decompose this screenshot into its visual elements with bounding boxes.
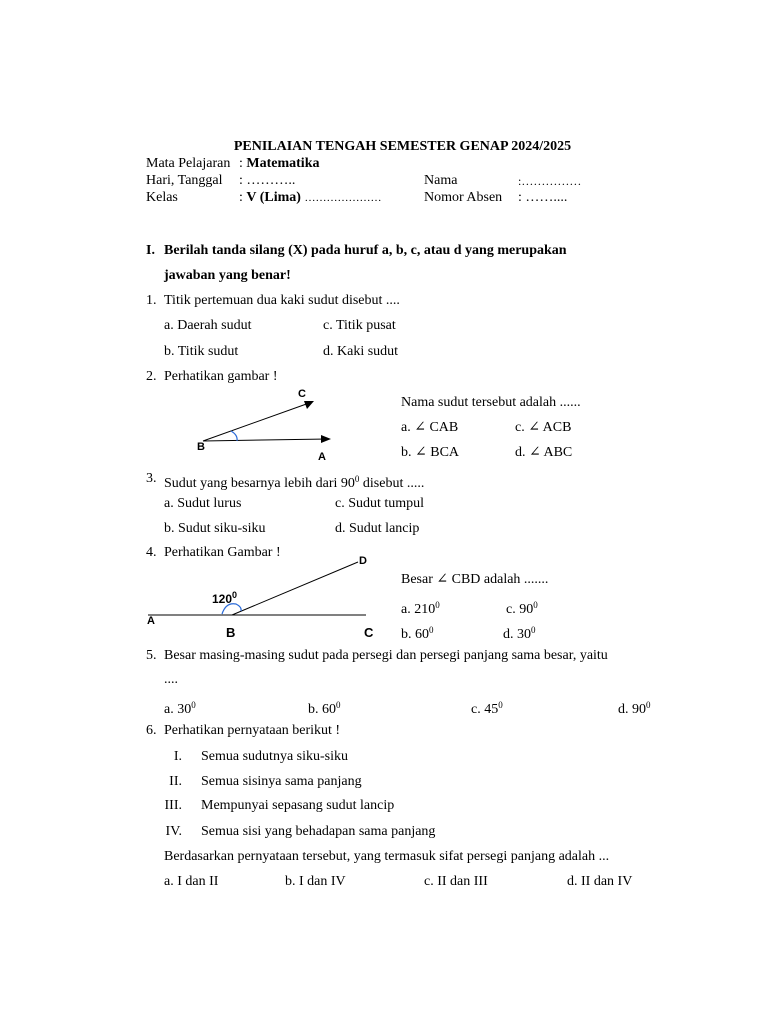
q6-text: Perhatikan pernyataan berikut ! [164,723,341,738]
q6-statement-roman: IV. [165,824,182,839]
q6-option-a[interactable]: a. I dan II [164,874,219,889]
q3-number: 3. [146,471,157,486]
q3-text: Sudut yang besarnya lebih dari $90^0$ disebut ..... [164,474,425,491]
q2-label-a: A [318,451,326,463]
q1-option-a[interactable]: a. Daerah sudut [164,318,252,333]
q5-option-c[interactable]: c. $45^0$ [471,700,503,717]
class-dots: ………………… [304,192,382,204]
section-number: I. [146,243,155,258]
q5-text: Besar masing-masing sudut pada persegi dan persegi panjang sama besar, yaitu [164,648,608,663]
q6-question: Berdasarkan pernyataan tersebut, yang termasuk sifat persegi panjang adalah ... [164,849,610,864]
q2-question: Nama sudut tersebut adalah ...... [401,395,581,410]
q4-angle-label: $120^0$ [212,590,238,606]
absence-number-label: Nomor Absen [424,190,503,205]
date-field[interactable]: : ……….. [239,173,296,188]
class-field: : V (Lima) ………………… [239,190,382,205]
q6-statement-roman: III. [164,798,182,813]
q5-option-a[interactable]: a. $30^0$ [164,700,196,717]
q6-option-c[interactable]: c. II dan III [424,874,488,889]
q4-label-d: D [359,555,367,567]
q4-question: Besar ∠ CBD adalah ....... [401,572,549,587]
class-label: Kelas [146,190,178,205]
q5-option-b[interactable]: b. $60^0$ [308,700,341,717]
name-field[interactable]: :…………… [518,174,582,188]
q3-option-a[interactable]: a. Sudut lurus [164,496,242,511]
q6-statement-roman: II. [169,774,182,789]
name-label: Nama [424,173,458,188]
q5-text-continued: .... [164,672,178,687]
q2-option-c[interactable]: c. ∠ ACB [515,420,572,435]
class-value: V (Lima) [246,190,301,205]
q4-option-a[interactable]: a. $210^0$ [401,600,440,617]
q6-number: 6. [146,723,157,738]
q1-text: Titik pertemuan dua kaki sudut disebut .... [164,293,400,308]
q1-number: 1. [146,293,157,308]
page-title: PENILAIAN TENGAH SEMESTER GENAP 2024/2025 [233,139,572,154]
section-instruction-line2: jawaban yang benar! [164,268,291,283]
q6-statement-text: Semua sisi yang behadapan sama panjang [201,824,436,839]
q1-option-c[interactable]: c. Titik pusat [323,318,396,333]
q2-option-d[interactable]: d. ∠ ABC [515,445,573,460]
q4-number: 4. [146,545,157,560]
q4-label-c: C [364,625,374,640]
absence-number-field[interactable]: : …….... [518,190,568,205]
q1-option-d[interactable]: d. Kaki sudut [323,344,399,359]
q2-option-b[interactable]: b. ∠ BCA [401,445,460,460]
q2-label-c: C [298,388,306,400]
q5-number: 5. [146,648,157,663]
q2-text: Perhatikan gambar ! [164,369,278,384]
q4-option-d[interactable]: d. $30^0$ [503,625,536,642]
subject-separator: : Matematika [239,156,320,171]
q6-option-d[interactable]: d. II dan IV [567,874,633,889]
q6-statement-text: Semua sisinya sama panjang [201,774,362,789]
q2-number: 2. [146,369,157,384]
section-instruction-line1: Berilah tanda silang (X) pada huruf a, b, c, atau d yang merupakan [164,243,567,258]
q6-statement-text: Semua sudutnya siku-siku [201,749,348,764]
q2-label-b: B [197,441,205,453]
q4-text: Perhatikan Gambar ! [164,545,281,560]
q3-option-b[interactable]: b. Sudut siku-siku [164,521,266,536]
q3-option-c[interactable]: c. Sudut tumpul [335,496,425,511]
q6-option-b[interactable]: b. I dan IV [285,874,346,889]
subject-label: Mata Pelajaran [146,156,231,171]
q4-label-a: A [147,615,155,627]
q6-statement-roman: I. [173,749,182,764]
date-label: Hari, Tanggal [146,173,223,188]
q4-label-b: B [226,625,236,640]
q1-option-b[interactable]: b. Titik sudut [164,344,239,359]
q3-option-d[interactable]: d. Sudut lancip [335,521,420,536]
q5-option-d[interactable]: d. $90^0$ [618,700,651,717]
q4-option-b[interactable]: b. $60^0$ [401,625,434,642]
q6-statement-text: Mempunyai sepasang sudut lancip [201,798,395,813]
q2-option-a[interactable]: a. ∠ CAB [401,420,459,435]
q4-option-c[interactable]: c. $90^0$ [506,600,538,617]
subject-value: Matematika [246,156,320,171]
q4-ray-bd [232,562,358,615]
